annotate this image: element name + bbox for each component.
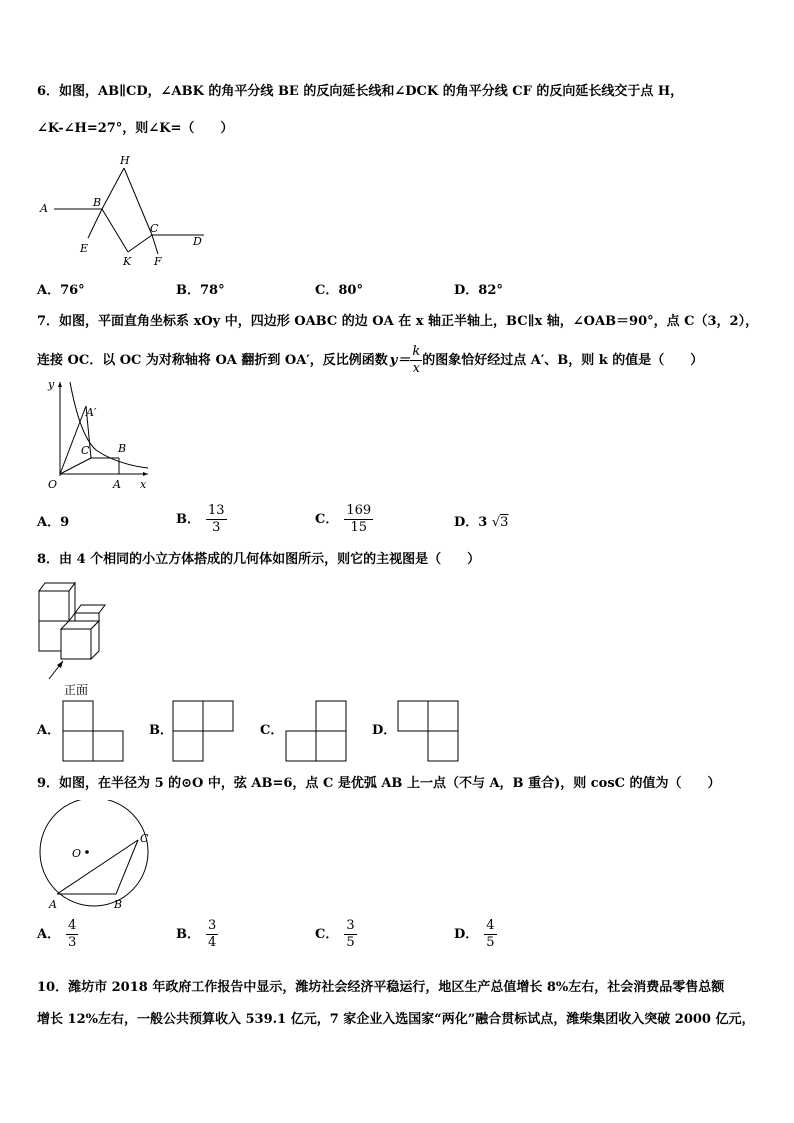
q6-option-c[interactable]: C．80°: [315, 283, 363, 298]
q7-line-oa-prime: [60, 406, 86, 474]
q6-line-bk: [102, 209, 128, 252]
q8-cube1-front: [39, 591, 69, 621]
q6-label-b: B: [93, 196, 102, 209]
q8-option-a-shape[interactable]: [62, 700, 124, 762]
q9-label-c: C: [140, 832, 149, 845]
q8-option-c-shape[interactable]: [285, 700, 347, 762]
q6-option-b[interactable]: B．78°: [176, 283, 225, 298]
q9-label-o: O: [72, 847, 82, 860]
q6-label-a: A: [40, 202, 48, 215]
q6-label-e: E: [80, 242, 89, 255]
q7-y-arrow: [58, 382, 62, 387]
q6-line-cf: [152, 235, 158, 254]
q9-center-dot: [85, 850, 89, 854]
q7-option-a[interactable]: A．9: [37, 515, 70, 530]
q7-label-x: x: [140, 478, 147, 491]
q7-option-c[interactable]: C． $\frac{169}{15}$: [315, 503, 372, 535]
q6-line-be: [88, 209, 102, 238]
q9-option-d[interactable]: D． $\frac{4}{5}$: [454, 918, 495, 950]
q6-line-bh: [102, 168, 124, 209]
q9-chord-ac: [57, 840, 138, 894]
q8-option-a[interactable]: A．: [37, 723, 61, 738]
q7-stem-line1: 7．如图，平面直角坐标系 xOy 中，四边形 OABC 的边 OA 在 x 轴正半轴上，BC∥x 轴，∠OAB＝90°，点 C（3，2），: [37, 314, 759, 329]
q8-option-d[interactable]: D．: [372, 723, 397, 738]
q6-option-d[interactable]: D．82°: [454, 283, 503, 298]
q8-figure: [37, 579, 117, 697]
q8-option-b[interactable]: B．: [149, 723, 173, 738]
q6-label-h: H: [120, 154, 130, 167]
q6-option-a[interactable]: A．76°: [37, 283, 85, 298]
q9-chord-bc: [116, 840, 138, 894]
q7-label-y: y: [48, 378, 55, 391]
q7-option-d[interactable]: D．3 √3: [454, 515, 509, 530]
q10-stem-line2: 增长 12%左右，一般公共预算收入 539.1 亿元，7 家企业入选国家“两化”融合贯标试点，潍柴集团收入突破 2000 亿元，: [37, 1012, 755, 1027]
q9-option-a[interactable]: A． $\frac{4}{3}$: [37, 918, 77, 950]
q7-option-b[interactable]: B． $\frac{13}{3}$: [176, 503, 225, 535]
q8-option-c[interactable]: C．: [260, 723, 284, 738]
q9-label-a: A: [49, 898, 57, 911]
q9-label-b: B: [114, 898, 123, 911]
q7-label-a-prime: A′: [86, 406, 97, 419]
q6-line-kc: [128, 235, 152, 252]
q8-option-d-shape[interactable]: [397, 700, 459, 762]
q6-stem-line1: 6．如图，AB∥CD，∠ABK 的角平分线 BE 的反向延长线和∠DCK 的角平分线 CF 的反向延长线交于点 H，: [37, 84, 684, 99]
q8-option-b-shape[interactable]: [172, 700, 234, 762]
q8-cube4-front: [61, 629, 91, 659]
q6-label-k: K: [123, 255, 132, 268]
q6-line-hc: [124, 168, 152, 235]
q8-stem: 8．由 4 个相同的小立方体搭成的几何体如图所示，则它的主视图是（ ）: [37, 552, 481, 567]
q7-stem-line2: 连接 OC．以 OC 为对称轴将 OA 翻折到 OA′，反比例函数 y＝ $\frac{k}{x}$ 的图象恰好经过点 A′、B，则 k 的值是（ ）: [37, 344, 704, 376]
q6-label-c: C: [150, 222, 159, 235]
q7-x-arrow: [143, 472, 148, 476]
q9-stem: 9．如图，在半径为 5 的⊙O 中，弦 AB=6，点 C 是优弧 AB 上一点（不与 A，B 重合)，则 cosC 的值为（ ）: [37, 776, 721, 791]
q9-figure: [36, 800, 154, 912]
q6-stem-line2: ∠K-∠H=27°，则∠K=（ ）: [37, 121, 234, 136]
q6-label-f: F: [154, 255, 162, 268]
q7-line-oc: [60, 458, 91, 474]
q7-label-a: A: [113, 478, 121, 491]
q6-label-d: D: [193, 235, 202, 248]
q9-circle: [40, 800, 148, 906]
q10-stem-line1: 10．潍坊市 2018 年政府工作报告中显示，潍坊社会经济平稳运行，地区生产总值增长 8%左右，社会消费品零售总额: [37, 980, 725, 995]
q7-label-c: C: [81, 444, 90, 457]
q9-option-b[interactable]: B． $\frac{3}{4}$: [176, 918, 217, 950]
q7-label-b: B: [118, 442, 127, 455]
q7-figure: [36, 376, 154, 494]
q6-figure: [36, 152, 226, 270]
q8-cube2-top: [75, 605, 105, 613]
q8-front-label: 正面: [64, 683, 89, 697]
q7-label-o: O: [48, 478, 58, 491]
q9-option-c[interactable]: C． $\frac{3}{5}$: [315, 918, 355, 950]
